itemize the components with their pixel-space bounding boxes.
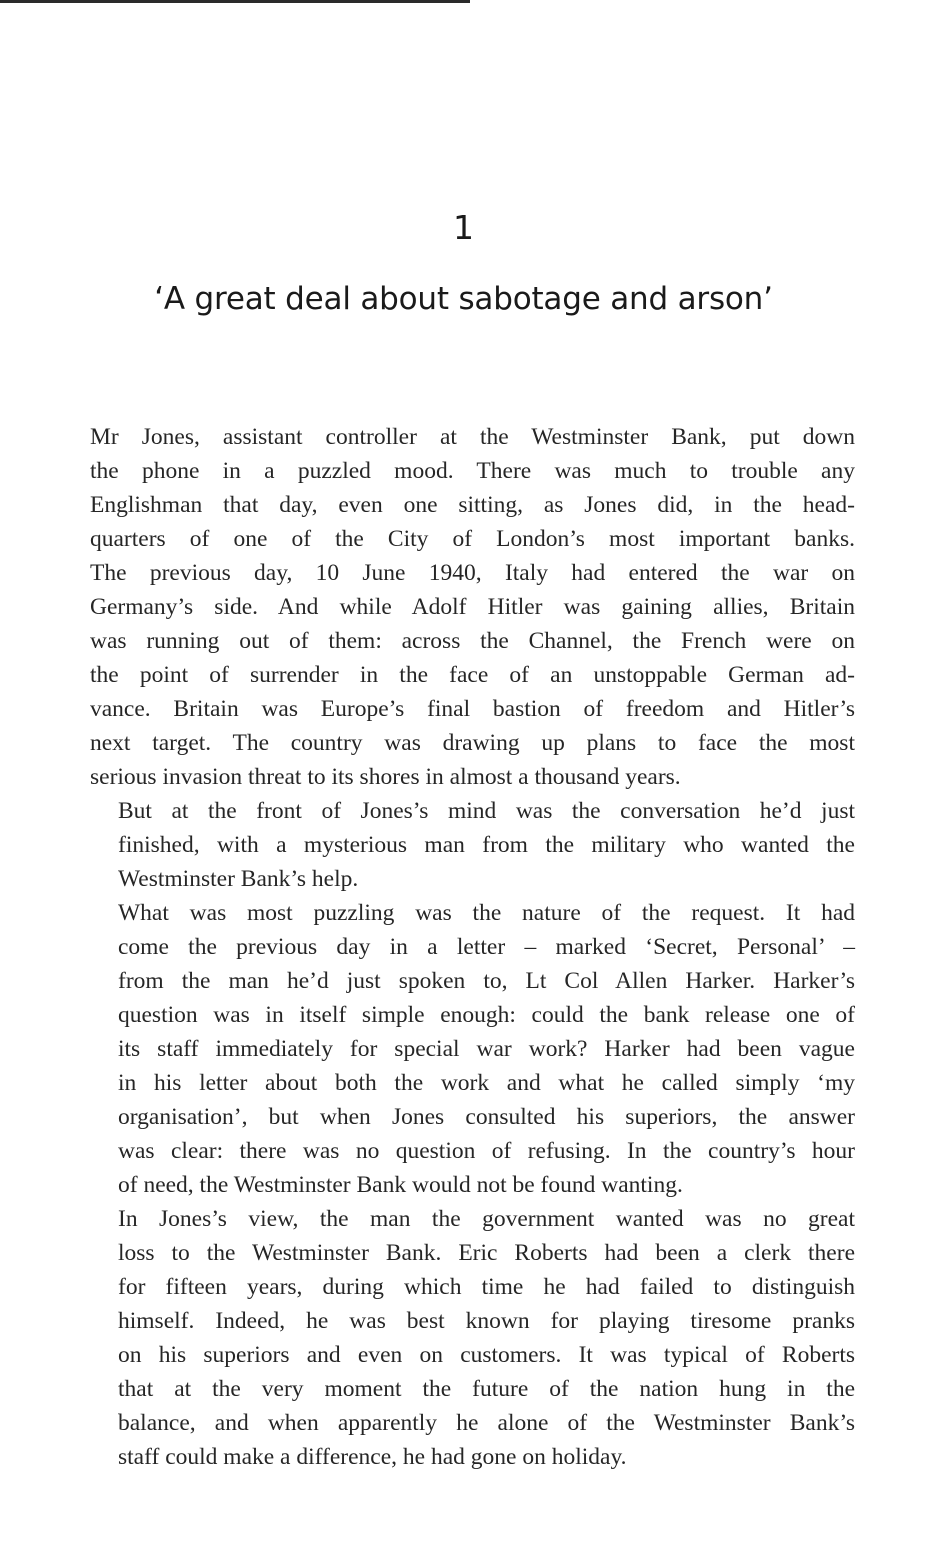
text-line: from the man he’d just spoken to, Lt Col Allen Harker. Harker’s [118,968,855,994]
paragraph [90,896,855,1202]
text-line: The previous day, 10 June 1940, Italy had entered the war on [90,560,855,586]
paragraph [90,420,855,794]
text-line: But at the front of Jones’s mind was the conversation he’d just [118,798,855,824]
text-line: of need, the Westminster Bank would not be found wanting. [118,1172,683,1198]
text-line: What was most puzzling was the nature of the request. It had [118,900,855,926]
text-line: organisation’, but when Jones consulted his superiors, the answer [118,1104,855,1130]
body-text [90,420,855,1474]
text-line: on his superiors and even on customers. It was typical of Roberts [118,1342,855,1368]
chapter-number: 1 [453,208,474,247]
text-line: In Jones’s view, the man the government wanted was no great [118,1206,855,1232]
chapter-title: ‘A great deal about sabotage and arson’ [154,281,773,317]
text-line: himself. Indeed, he was best known for playing tiresome pranks [118,1308,855,1334]
paragraph [90,1202,855,1474]
text-line: come the previous day in a letter – marked ‘Secret, Personal’ – [118,934,855,960]
text-line: serious invasion threat to its shores in almost a thousand years. [90,764,681,790]
text-line: Mr Jones, assistant controller at the Westminster Bank, put down [90,424,855,450]
text-line: its staff immediately for special war work? Harker had been vague [118,1036,855,1062]
text-line: was running out of them: across the Channel, the French were on [90,628,855,654]
text-line: finished, with a mysterious man from the military who wanted the [118,832,855,858]
text-line: question was in itself simple enough: could the bank release one of [118,1002,855,1028]
text-line: in his letter about both the work and what he called simply ‘my [118,1070,855,1096]
text-line: the point of surrender in the face of an unstoppable German ad- [90,662,855,688]
paragraph [90,794,855,896]
text-line: the phone in a puzzled mood. There was much to trouble any [90,458,855,484]
text-line: Westminster Bank’s help. [118,866,359,892]
text-line: for fifteen years, during which time he had failed to distinguish [118,1274,855,1300]
text-line: vance. Britain was Europe’s final bastion of freedom and Hitler’s [90,696,855,722]
text-line: Englishman that day, even one sitting, as Jones did, in the head- [90,492,855,518]
text-line: quarters of one of the City of London’s most important banks. [90,526,855,552]
text-line: staff could make a difference, he had gone on holiday. [118,1444,627,1470]
text-line: that at the very moment the future of the nation hung in the [118,1376,855,1402]
text-line: next target. The country was drawing up plans to face the most [90,730,855,756]
text-line: loss to the Westminster Bank. Eric Roberts had been a clerk there [118,1240,855,1266]
text-line: Germany’s side. And while Adolf Hitler was gaining allies, Britain [90,594,855,620]
text-line: balance, and when apparently he alone of the Westminster Bank’s [118,1410,855,1436]
top-rule [0,0,470,3]
text-line: was clear: there was no question of refusing. In the country’s hour [118,1138,855,1164]
